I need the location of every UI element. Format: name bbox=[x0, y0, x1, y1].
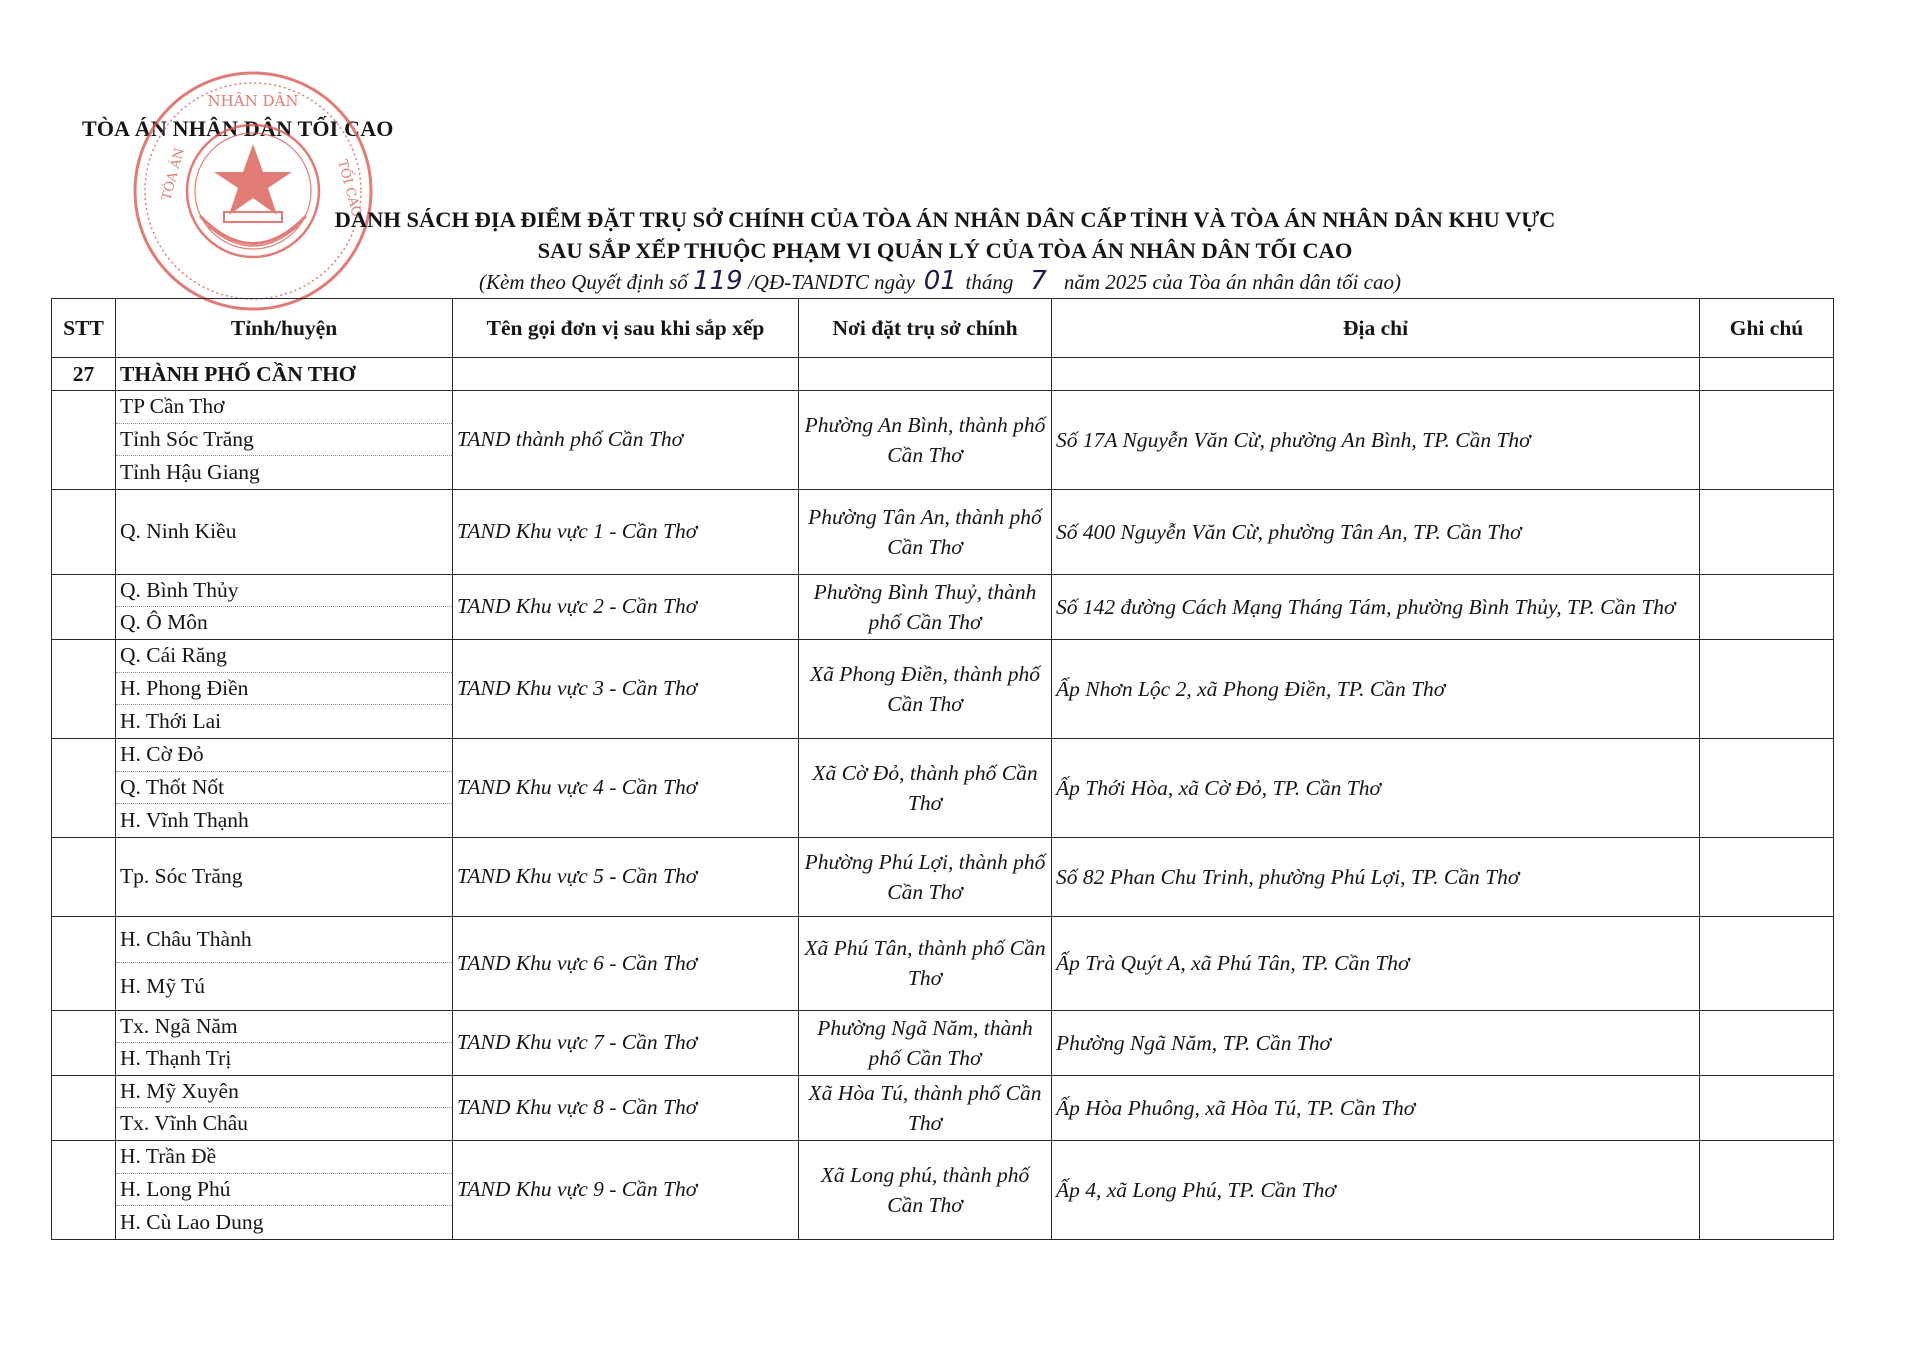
document-subtitle bbox=[0, 266, 1880, 296]
court-location-table bbox=[51, 298, 1834, 1240]
table-row bbox=[52, 574, 1834, 639]
district-name: H. Cờ Đỏ bbox=[116, 739, 452, 772]
district-name: Q. Bình Thủy bbox=[116, 575, 452, 607]
district-name: H. Thới Lai bbox=[120, 709, 222, 734]
table-row bbox=[52, 1140, 1834, 1239]
document-title-line1: DANH SÁCH ĐỊA ĐIỂM ĐẶT TRỤ SỞ CHÍNH CỦA TÒA ÁN NHÂN DÂN CẤP TỈNH VÀ TÒA ÁN NHÂN DÂN KHU VỰC bbox=[334, 207, 1556, 232]
note-cell bbox=[1700, 916, 1834, 1010]
district-name: H. Phong Điền bbox=[116, 673, 452, 706]
header-main-office: Nơi đặt trụ sở chính bbox=[799, 299, 1052, 358]
address-cell: Ấp 4, xã Long Phú, TP. Cần Thơ bbox=[1052, 1140, 1700, 1239]
table-row bbox=[52, 1075, 1834, 1140]
main-office-cell: Phường An Bình, thành phố Cần Thơ bbox=[799, 391, 1052, 490]
subtitle-part4: năm 2025 của Tòa án nhân dân tối cao) bbox=[1063, 270, 1401, 294]
district-name: H. Trần Đề bbox=[116, 1141, 452, 1174]
district-name: H. Thạnh Trị bbox=[120, 1046, 232, 1071]
subtitle-part3: tháng bbox=[965, 270, 1014, 294]
district-cell bbox=[116, 489, 453, 574]
address-cell: Ấp Trà Quýt A, xã Phú Tân, TP. Cần Thơ bbox=[1052, 916, 1700, 1010]
unit-name-cell: TAND Khu vực 8 - Cần Thơ bbox=[453, 1075, 799, 1140]
district-name: H. Mỹ Xuyên bbox=[116, 1076, 452, 1108]
document-title-line2: SAU SẮP XẾP THUỘC PHẠM VI QUẢN LÝ CỦA TÒA ÁN NHÂN DÂN TỐI CAO bbox=[537, 238, 1353, 263]
address-cell: Ấp Hòa Phuông, xã Hòa Tú, TP. Cần Thơ bbox=[1052, 1075, 1700, 1140]
main-office-cell: Xã Phong Điền, thành phố Cần Thơ bbox=[799, 639, 1052, 738]
table-row bbox=[52, 1010, 1834, 1075]
unit-name-cell: TAND Khu vực 7 - Cần Thơ bbox=[453, 1010, 799, 1075]
district-cell bbox=[116, 1140, 453, 1239]
decision-day: 01 bbox=[923, 266, 957, 296]
main-office-cell: Xã Hòa Tú, thành phố Cần Thơ bbox=[799, 1075, 1052, 1140]
note-cell bbox=[1700, 574, 1834, 639]
row-stt-cell bbox=[52, 574, 116, 639]
row-stt-cell bbox=[52, 738, 116, 837]
subtitle-part1: (Kèm theo Quyết định số bbox=[479, 270, 688, 294]
province-empty-cell bbox=[453, 358, 799, 391]
unit-name-cell: TAND thành phố Cần Thơ bbox=[453, 391, 799, 490]
row-stt-cell bbox=[52, 1140, 116, 1239]
table-row bbox=[52, 916, 1834, 1010]
district-name: TP Cần Thơ bbox=[116, 391, 452, 424]
table-row bbox=[52, 837, 1834, 916]
note-cell bbox=[1700, 489, 1834, 574]
row-stt-cell bbox=[52, 489, 116, 574]
main-office-cell: Phường Bình Thuỷ, thành phố Cần Thơ bbox=[799, 574, 1052, 639]
table-row bbox=[52, 391, 1834, 490]
address-cell: Ấp Thới Hòa, xã Cờ Đỏ, TP. Cần Thơ bbox=[1052, 738, 1700, 837]
row-stt-cell bbox=[52, 1010, 116, 1075]
district-cell bbox=[116, 1075, 453, 1140]
table-row bbox=[52, 639, 1834, 738]
address-cell: Số 400 Nguyễn Văn Cừ, phường Tân An, TP. Cần Thơ bbox=[1052, 489, 1700, 574]
row-stt-cell bbox=[52, 837, 116, 916]
district-name: H. Châu Thành bbox=[116, 917, 452, 964]
province-empty-cell bbox=[799, 358, 1052, 391]
main-office-cell: Phường Ngã Năm, thành phố Cần Thơ bbox=[799, 1010, 1052, 1075]
district-name: Q. Ninh Kiều bbox=[120, 519, 237, 544]
unit-name-cell: TAND Khu vực 3 - Cần Thơ bbox=[453, 639, 799, 738]
svg-text:NHÂN DÂN: NHÂN DÂN bbox=[207, 92, 299, 110]
svg-text:TÒA ÁN: TÒA ÁN bbox=[159, 146, 188, 203]
main-office-cell: Xã Long phú, thành phố Cần Thơ bbox=[799, 1140, 1052, 1239]
province-empty-cell bbox=[1052, 358, 1700, 391]
address-cell: Số 82 Phan Chu Trinh, phường Phú Lợi, TP. Cần Thơ bbox=[1052, 837, 1700, 916]
note-cell bbox=[1700, 1075, 1834, 1140]
unit-name-cell: TAND Khu vực 6 - Cần Thơ bbox=[453, 916, 799, 1010]
district-cell bbox=[116, 1010, 453, 1075]
note-cell bbox=[1700, 738, 1834, 837]
row-stt-cell bbox=[52, 1075, 116, 1140]
district-name: Q. Ô Môn bbox=[120, 610, 208, 635]
table-header-row bbox=[52, 299, 1834, 358]
header-unit-name: Tên gọi đơn vị sau khi sắp xếp bbox=[453, 299, 799, 358]
table-row bbox=[52, 489, 1834, 574]
svg-text:TỐI CAO: TỐI CAO bbox=[334, 158, 364, 219]
address-cell: Phường Ngã Năm, TP. Cần Thơ bbox=[1052, 1010, 1700, 1075]
decision-month: 7 bbox=[1030, 266, 1047, 296]
district-name: Q. Thốt Nốt bbox=[116, 772, 452, 805]
note-cell bbox=[1700, 1010, 1834, 1075]
main-office-cell: Xã Cờ Đỏ, thành phố Cần Thơ bbox=[799, 738, 1052, 837]
main-office-cell: Phường Phú Lợi, thành phố Cần Thơ bbox=[799, 837, 1052, 916]
district-cell bbox=[116, 738, 453, 837]
district-cell bbox=[116, 639, 453, 738]
note-cell bbox=[1700, 391, 1834, 490]
subtitle-part2: /QĐ-TANDTC ngày bbox=[747, 270, 915, 294]
district-cell bbox=[116, 391, 453, 490]
note-cell bbox=[1700, 837, 1834, 916]
main-office-cell: Xã Phú Tân, thành phố Cần Thơ bbox=[799, 916, 1052, 1010]
header-address: Địa chỉ bbox=[1052, 299, 1700, 358]
table-row bbox=[52, 738, 1834, 837]
province-row bbox=[52, 358, 1834, 391]
district-name: Tx. Vĩnh Châu bbox=[120, 1111, 249, 1136]
province-name: THÀNH PHỐ CẦN THƠ bbox=[116, 358, 453, 391]
district-cell bbox=[116, 574, 453, 639]
note-cell bbox=[1700, 1140, 1834, 1239]
unit-name-cell: TAND Khu vực 1 - Cần Thơ bbox=[453, 489, 799, 574]
main-office-cell: Phường Tân An, thành phố Cần Thơ bbox=[799, 489, 1052, 574]
district-name: H. Vĩnh Thạnh bbox=[120, 808, 249, 833]
district-name: Tỉnh Sóc Trăng bbox=[116, 424, 452, 457]
unit-name-cell: TAND Khu vực 9 - Cần Thơ bbox=[453, 1140, 799, 1239]
district-cell bbox=[116, 837, 453, 916]
note-cell bbox=[1700, 639, 1834, 738]
district-name: Tx. Ngã Năm bbox=[116, 1011, 452, 1043]
row-stt-cell bbox=[52, 391, 116, 490]
district-name: Tỉnh Hậu Giang bbox=[120, 460, 260, 485]
district-cell bbox=[116, 916, 453, 1010]
province-stt: 27 bbox=[52, 358, 116, 391]
district-name: H. Mỹ Tú bbox=[120, 974, 206, 999]
row-stt-cell bbox=[52, 639, 116, 738]
district-name: H. Long Phú bbox=[116, 1174, 452, 1207]
address-cell: Ấp Nhơn Lộc 2, xã Phong Điền, TP. Cần Thơ bbox=[1052, 639, 1700, 738]
district-name: Q. Cái Răng bbox=[116, 640, 452, 673]
province-empty-cell bbox=[1700, 358, 1834, 391]
header-stt: STT bbox=[52, 299, 116, 358]
unit-name-cell: TAND Khu vực 4 - Cần Thơ bbox=[453, 738, 799, 837]
address-cell: Số 142 đường Cách Mạng Tháng Tám, phường Bình Thủy, TP. Cần Thơ bbox=[1052, 574, 1700, 639]
district-name: H. Cù Lao Dung bbox=[120, 1210, 264, 1235]
unit-name-cell: TAND Khu vực 5 - Cần Thơ bbox=[453, 837, 799, 916]
agency-name: TÒA ÁN NHÂN DÂN TỐI CAO bbox=[82, 116, 394, 141]
header-province-district: Tỉnh/huyện bbox=[116, 299, 453, 358]
decision-number: 119 bbox=[693, 266, 743, 296]
row-stt-cell bbox=[52, 916, 116, 1010]
district-name: Tp. Sóc Trăng bbox=[120, 864, 243, 889]
unit-name-cell: TAND Khu vực 2 - Cần Thơ bbox=[453, 574, 799, 639]
header-note: Ghi chú bbox=[1700, 299, 1834, 358]
address-cell: Số 17A Nguyễn Văn Cừ, phường An Bình, TP. Cần Thơ bbox=[1052, 391, 1700, 490]
